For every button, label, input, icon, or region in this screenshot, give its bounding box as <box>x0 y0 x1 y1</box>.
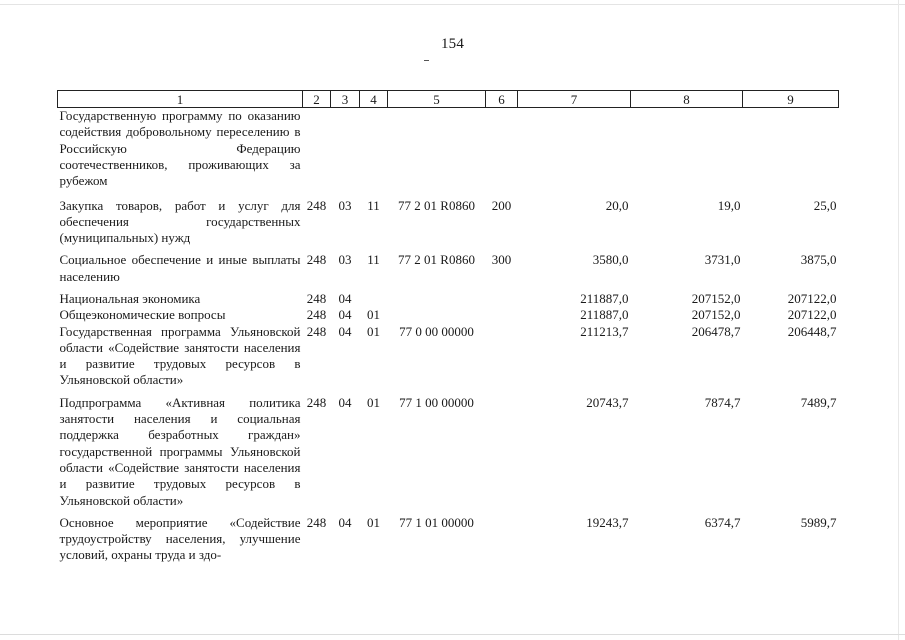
cell-expense-type <box>486 395 518 515</box>
cell-section: 04 <box>338 514 352 530</box>
column-header: 3 <box>331 91 360 108</box>
cell-subsection: 01 <box>367 394 380 410</box>
cell-amount-year3: 5989,7 <box>800 514 837 530</box>
cell-subsection: 01 <box>367 323 380 339</box>
cell-amount-year2: 206478,7 <box>691 323 741 339</box>
cell-amount-year1: 19243,7 <box>586 514 629 530</box>
column-header: 7 <box>518 91 631 108</box>
row-description: Закупка товаров, работ и услуг для обеспечения государственных (муниципальных) нужд <box>59 197 301 246</box>
cell-admin-code: 248 <box>306 394 327 410</box>
row-description: Государственную программу по оказанию содействия добровольному переселению в Российскую Федерацию соотечественников, проживающих за рубежом <box>59 108 301 189</box>
table-row <box>58 198 839 253</box>
column-header: 4 <box>360 91 388 108</box>
cell-subsection <box>360 108 388 198</box>
cell-expense-type <box>486 307 518 323</box>
cell-amount-year2: 207152,0 <box>691 290 741 306</box>
cell-section: 04 <box>338 323 352 339</box>
table-row <box>58 395 839 515</box>
cell-admin-code: 248 <box>306 252 327 268</box>
cell-expense-type <box>486 515 518 564</box>
page-number-underline <box>424 60 429 61</box>
column-header: 1 <box>58 91 303 108</box>
table-row <box>58 307 839 323</box>
row-description: Основное мероприятие «Содействие трудоустройству населения, улучшение условий, охраны труда и здо- <box>59 514 301 563</box>
cell-expense-type: 300 <box>491 252 512 268</box>
cell-target-article <box>388 108 486 198</box>
cell-amount-year3: 206448,7 <box>787 323 837 339</box>
cell-amount-year1: 211887,0 <box>580 290 629 306</box>
budget-table <box>57 90 839 564</box>
cell-target-article: 77 1 01 00000 <box>399 514 474 530</box>
row-description: Национальная экономика <box>59 290 201 306</box>
cell-amount-year1: 3580,0 <box>592 252 629 268</box>
cell-amount-year1: 211887,0 <box>580 307 629 323</box>
cell-admin-code: 248 <box>306 290 327 306</box>
column-header: 9 <box>743 91 839 108</box>
cell-expense-type <box>486 108 518 198</box>
cell-amount-year3: 207122,0 <box>787 307 837 323</box>
column-header: 6 <box>486 91 518 108</box>
cell-amount-year1: 211213,7 <box>580 323 629 339</box>
cell-admin-code: 248 <box>306 197 327 213</box>
table-row <box>58 291 839 307</box>
cell-section: 03 <box>338 252 352 268</box>
table-body <box>58 108 839 564</box>
column-header: 2 <box>303 91 331 108</box>
table-row <box>58 515 839 564</box>
cell-amount-year2: 3731,0 <box>704 252 741 268</box>
page-edge-right <box>898 0 899 640</box>
cell-target-article: 77 2 01 R0860 <box>398 197 475 213</box>
cell-amount-year2: 7874,7 <box>704 394 741 410</box>
cell-target-article: 77 0 00 00000 <box>399 323 474 339</box>
cell-expense-type: 200 <box>491 197 512 213</box>
cell-amount-year3: 25,0 <box>813 197 837 213</box>
cell-target-article: 77 1 00 00000 <box>399 394 474 410</box>
cell-target-article <box>388 291 486 307</box>
cell-subsection: 11 <box>367 252 380 268</box>
cell-section: 03 <box>338 197 352 213</box>
row-description: Общеэкономические вопросы <box>59 307 226 323</box>
cell-amount-year2: 19,0 <box>717 197 741 213</box>
cell-subsection: 11 <box>367 197 380 213</box>
cell-amount-year1: 20,0 <box>605 197 629 213</box>
cell-amount-year3: 207122,0 <box>787 290 837 306</box>
cell-section: 04 <box>338 307 352 323</box>
column-header: 5 <box>388 91 486 108</box>
table-header-row <box>58 91 839 108</box>
cell-amount-year2 <box>631 108 743 198</box>
cell-admin-code: 248 <box>306 307 327 323</box>
cell-subsection: 01 <box>367 514 380 530</box>
table-row <box>58 108 839 198</box>
cell-amount-year2: 207152,0 <box>691 307 741 323</box>
cell-amount-year3: 3875,0 <box>800 252 837 268</box>
cell-subsection: 01 <box>367 307 380 323</box>
cell-amount-year3 <box>743 108 839 198</box>
row-description: Государственная программа Ульяновской области «Содействие занятости населения и развитие трудовых ресурсов в Ульяновской области» <box>59 323 301 388</box>
cell-target-article: 77 2 01 R0860 <box>398 252 475 268</box>
table-row <box>58 324 839 395</box>
cell-amount-year2: 6374,7 <box>704 514 741 530</box>
cell-section: 04 <box>338 290 352 306</box>
cell-admin-code: 248 <box>306 514 327 530</box>
page-edge-bottom <box>0 634 905 635</box>
cell-expense-type <box>486 324 518 395</box>
cell-admin-code: 248 <box>306 323 327 339</box>
cell-expense-type <box>486 291 518 307</box>
cell-admin-code <box>303 108 331 198</box>
page-number: 154 <box>440 36 465 52</box>
cell-section <box>331 108 360 198</box>
cell-section: 04 <box>338 394 352 410</box>
cell-amount-year1: 20743,7 <box>586 394 629 410</box>
table-row <box>58 252 839 291</box>
page-edge-top <box>0 4 905 5</box>
cell-subsection <box>360 291 388 307</box>
row-description: Подпрограмма «Активная политика занятости населения и социальная поддержка безработных граждан» государственной программы Ульяновской области «Содействие занятости населения и развитие трудовых ресурсов в Ульяновской области» <box>59 394 301 508</box>
column-header: 8 <box>631 91 743 108</box>
cell-target-article <box>388 307 486 323</box>
cell-amount-year1 <box>518 108 631 198</box>
cell-amount-year3: 7489,7 <box>800 394 837 410</box>
row-description: Социальное обеспечение и иные выплаты населению <box>59 252 301 284</box>
